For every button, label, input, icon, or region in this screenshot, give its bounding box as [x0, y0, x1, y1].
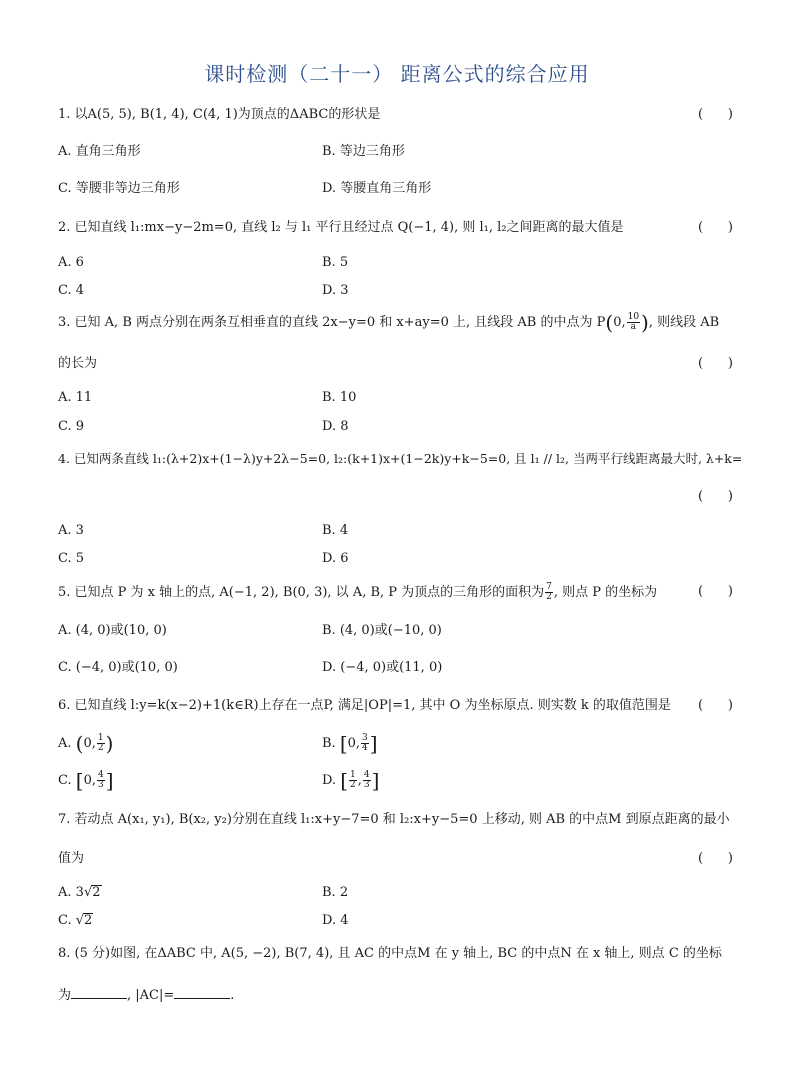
- answer-blank[interactable]: [174, 986, 230, 999]
- fraction: $\frac{10}{a}$: [627, 312, 640, 332]
- q7-option-c: C. √2: [58, 913, 93, 928]
- question-1-stem: 1. 以A(5, 5), B(1, 4), C(4, 1)为顶点的ΔABC的形状是: [58, 107, 381, 122]
- answer-parentheses: ( ): [698, 584, 733, 599]
- q4-option-d: D. 6: [322, 551, 349, 566]
- q3-option-c: C. 9: [58, 419, 85, 434]
- sqrt-sign: √: [83, 885, 93, 900]
- q3-option-a: A. 11: [58, 390, 93, 405]
- q7-option-b: B. 2: [322, 885, 349, 900]
- q6-option-d: D. [ $\frac{1}{2}$ , $\frac{4}{3}$ ]: [322, 768, 380, 793]
- answer-parentheses: ( ): [698, 698, 733, 713]
- q5-option-d: D. (−4, 0)或(11, 0): [322, 660, 443, 675]
- sqrt-sign: √: [75, 913, 85, 928]
- fraction: $\frac{1}{2}$: [350, 770, 356, 790]
- q1-option-b: B. 等边三角形: [322, 144, 405, 159]
- q2-option-b: B. 5: [322, 255, 349, 270]
- fraction: $\frac{3}{4}$: [362, 733, 368, 753]
- q3-option-b: B. 10: [322, 390, 357, 405]
- q1-option-c: C. 等腰非等边三角形: [58, 181, 180, 196]
- q3-stem-start: 3. 已知 A, B 两点分别在两条互相垂直的直线 2x−y=0 和 x+ay=0 上, 且线段 AB 的中点为 P: [58, 315, 606, 330]
- q1-option-a: A. 直角三角形: [58, 144, 141, 159]
- answer-blank[interactable]: [71, 986, 127, 999]
- q6-option-c: C. [0, $\frac{4}{3}$ ]: [58, 768, 114, 793]
- fraction: $\frac{1}{2}$: [97, 733, 104, 753]
- fraction: $\frac{7}{2}$: [546, 582, 552, 602]
- answer-parentheses: ( ): [698, 851, 733, 866]
- fraction: $\frac{4}{3}$: [97, 770, 104, 790]
- question-8-stem-line2: 为 , |AC|= .: [58, 988, 235, 1003]
- q7-option-a: A. 3√2: [58, 885, 101, 900]
- q6-option-b: B. [0, $\frac{3}{4}$ ]: [322, 731, 378, 756]
- q4-option-b: B. 4: [322, 523, 349, 538]
- right-paren: ): [641, 310, 649, 335]
- question-7-stem-line2: 值为: [58, 851, 85, 866]
- q6-option-a: A. (0, $\frac{1}{2}$ ): [58, 731, 114, 756]
- answer-parentheses: ( ): [698, 489, 733, 504]
- q4-option-c: C. 5: [58, 551, 85, 566]
- question-7-stem: 7. 若动点 A(x₁, y₁), B(x₂, y₂)分别在直线 l₁:x+y−7=0 和 l₂:x+y−5=0 上移动, 则 AB 的中点M 到原点距离的最小: [58, 812, 730, 827]
- q2-option-a: A. 6: [58, 255, 84, 270]
- q5-stem-end: , 则点 P 的坐标为: [553, 585, 658, 600]
- page-title: 课时检测（二十一） 距离公式的综合应用: [204, 62, 590, 86]
- question-6-stem: 6. 已知直线 l:y=k(x−2)+1(k∈R)上存在一点P, 满足|OP|=1, 其中 O 为坐标原点. 则实数 k 的取值范围是: [58, 698, 671, 713]
- q3-stem-end: , 则线段 AB: [648, 315, 720, 330]
- q2-option-c: C. 4: [58, 283, 85, 298]
- q3-option-d: D. 8: [322, 419, 349, 434]
- fraction: $\frac{4}{3}$: [363, 770, 370, 790]
- q5-stem-start: 5. 已知点 P 为 x 轴上的点, A(−1, 2), B(0, 3), 以 A, B, P 为顶点的三角形的面积为: [58, 585, 545, 600]
- question-8-stem: 8. (5 分)如图, 在ΔABC 中, A(5, −2), B(7, 4), 且 AC 的中点M 在 y 轴上, BC 的中点N 在 x 轴上, 则点 C 的坐标: [58, 946, 722, 961]
- q5-option-a: A. (4, 0)或(10, 0): [58, 623, 167, 638]
- question-3-stem: 3. 已知 A, B 两点分别在两条互相垂直的直线 2x−y=0 和 x+ay=0 上, 且线段 AB 的中点为 P(0, $\frac{10}{a}$ ), 则线段 AB: [58, 310, 720, 335]
- question-4-stem: 4. 已知两条直线 l₁:(λ+2)x+(1−λ)y+2λ−5=0, l₂:(k+1)x+(1−2k)y+k−5=0, 且 l₁ // l₂, 当两平行线距离最大时, λ+k=: [58, 451, 743, 466]
- q2-option-d: D. 3: [322, 283, 349, 298]
- q5-option-c: C. (−4, 0)或(10, 0): [58, 660, 178, 675]
- q7-option-d: D. 4: [322, 913, 349, 928]
- q1-option-d: D. 等腰直角三角形: [322, 181, 432, 196]
- answer-parentheses: ( ): [698, 356, 733, 371]
- q4-option-a: A. 3: [58, 523, 84, 538]
- question-5-stem: [58, 583, 657, 602]
- answer-parentheses: ( ): [698, 107, 733, 122]
- answer-parentheses: ( ): [698, 220, 733, 235]
- left-paren: (: [605, 310, 614, 335]
- question-2-stem: 2. 已知直线 l₁:mx−y−2m=0, 直线 l₂ 与 l₁ 平行且经过点 Q(−1, 4), 则 l₁, l₂之间距离的最大值是: [58, 220, 624, 235]
- q5-option-b: B. (4, 0)或(−10, 0): [322, 623, 442, 638]
- question-3-stem-line2: 的长为: [58, 356, 98, 371]
